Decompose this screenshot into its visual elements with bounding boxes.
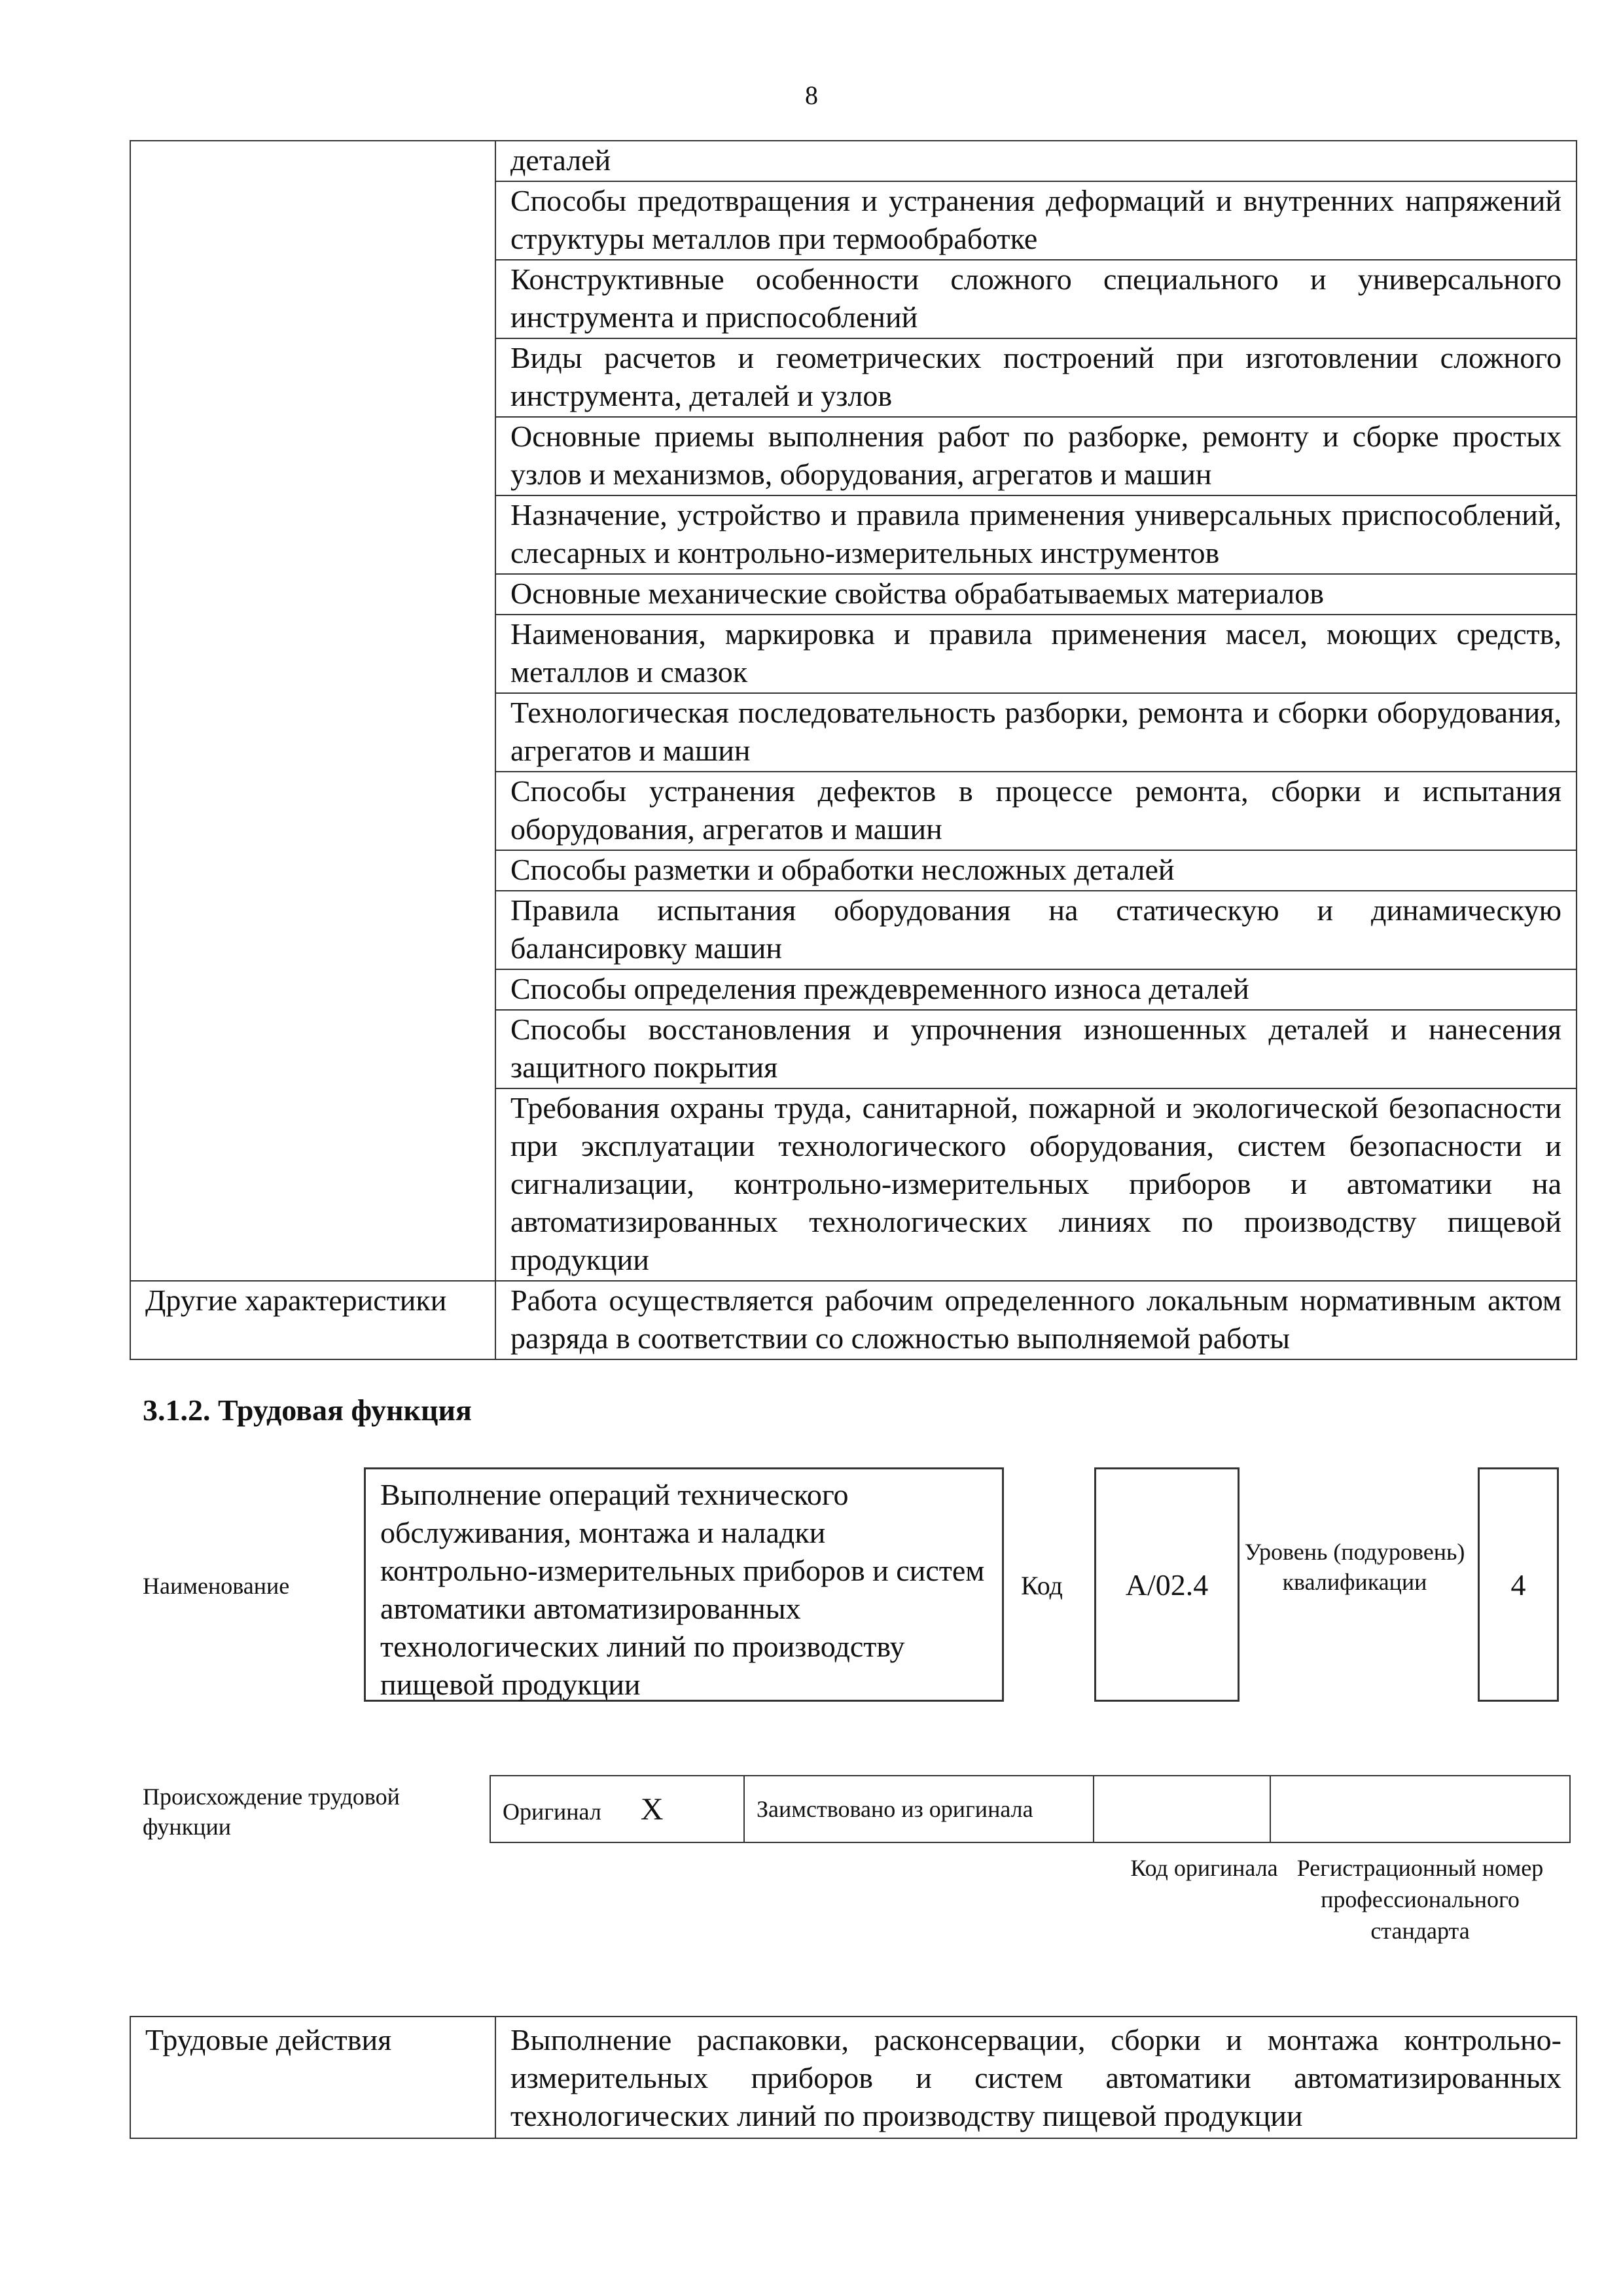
labor-actions-table	[130, 2016, 1577, 2139]
table-row	[130, 1281, 1577, 1359]
table-row	[130, 141, 1577, 181]
section-title: 3.1.2. Трудовая функция	[143, 1393, 472, 1427]
original-mark: X	[640, 1791, 664, 1827]
knowledge-cell: Основные приемы выполнения работ по разборке, ремонту и сборке простых узлов и механизмов, оборудования, агрегатов и машин	[495, 417, 1577, 495]
registration-number-cell	[1270, 1776, 1570, 1842]
knowledge-cell: деталей	[495, 141, 1577, 181]
labor-actions-text: Выполнение распаковки, расконсервации, сборки и монтажа контрольно-измерительных приборов и систем автоматики автоматизированных технологических линий по производству пищевой продукции	[495, 2017, 1577, 2138]
origin-label: Происхождение трудовой функции	[143, 1784, 400, 1840]
knowledge-cell: Способы определения преждевременного износа деталей	[495, 969, 1577, 1010]
knowledge-cell: Основные механические свойства обрабатываемых материалов	[495, 574, 1577, 615]
reg-caption: Регистрационный номер профессионального стандарта	[1296, 1855, 1544, 1944]
knowledge-cell: Способы предотвращения и устранения деформаций и внутренних напряжений структуры металлов при термообработке	[495, 181, 1577, 260]
knowledge-cell: Способы разметки и обработки несложных деталей	[495, 850, 1577, 891]
table-row	[130, 2017, 1577, 2138]
labor-actions-label: Трудовые действия	[130, 2017, 495, 2138]
origin-table	[490, 1775, 1571, 1843]
code-label: Код	[1021, 1571, 1063, 1600]
level-label: Уровень (подуровень) квалификации	[1244, 1539, 1465, 1595]
level-box: 4	[1478, 1467, 1559, 1702]
knowledge-cell: Назначение, устройство и правила применения универсальных приспособлений, слесарных и контрольно-измерительных инструментов	[495, 495, 1577, 574]
function-name-box: Выполнение операций технического обслуживания, монтажа и наладки контрольно-измерительных приборов и систем автоматики автоматизированных технологических линий по производству пищевой продукции	[364, 1467, 1004, 1702]
name-label: Наименование	[143, 1573, 290, 1599]
other-characteristics-text: Работа осуществляется рабочим определенного локальным нормативным актом разряда в соответствии со сложностью выполняемой работы	[495, 1281, 1577, 1359]
table-row	[490, 1776, 1570, 1842]
knowledge-cell: Наименования, маркировка и правила применения масел, моющих средств, металлов и смазок	[495, 615, 1577, 693]
page-number: 8	[805, 81, 818, 110]
knowledge-cell: Способы восстановления и упрочнения изношенных деталей и нанесения защитного покрытия	[495, 1010, 1577, 1088]
borrowed-label: Заимствовано из оригинала	[744, 1776, 1094, 1842]
knowledge-cell: Способы устранения дефектов в процессе ремонта, сборки и испытания оборудования, агрегатов и машин	[495, 772, 1577, 850]
knowledge-cell: Конструктивные особенности сложного специального и универсального инструмента и приспособлений	[495, 260, 1577, 338]
other-characteristics-label: Другие характеристики	[130, 1281, 495, 1359]
original-label: Оригинал	[503, 1798, 601, 1825]
knowledge-cell: Технологическая последовательность разборки, ремонта и сборки оборудования, агрегатов и машин	[495, 693, 1577, 772]
left-empty-cell	[130, 141, 495, 1281]
original-cell	[490, 1776, 744, 1842]
knowledge-table	[130, 140, 1577, 1360]
code-caption: Код оригинала	[1130, 1855, 1278, 1881]
knowledge-cell: Правила испытания оборудования на статическую и динамическую балансировку машин	[495, 891, 1577, 969]
original-code-cell	[1094, 1776, 1270, 1842]
knowledge-cell: Виды расчетов и геометрических построений при изготовлении сложного инструмента, деталей и узлов	[495, 338, 1577, 417]
knowledge-cell: Требования охраны труда, санитарной, пожарной и экологической безопасности при эксплуатации технологического оборудования, систем безопасности и сигнализации, контрольно-измерительных приборов и автоматики на автоматизированных технологических линиях по производству пищевой продукции	[495, 1088, 1577, 1281]
code-box: A/02.4	[1094, 1467, 1240, 1702]
